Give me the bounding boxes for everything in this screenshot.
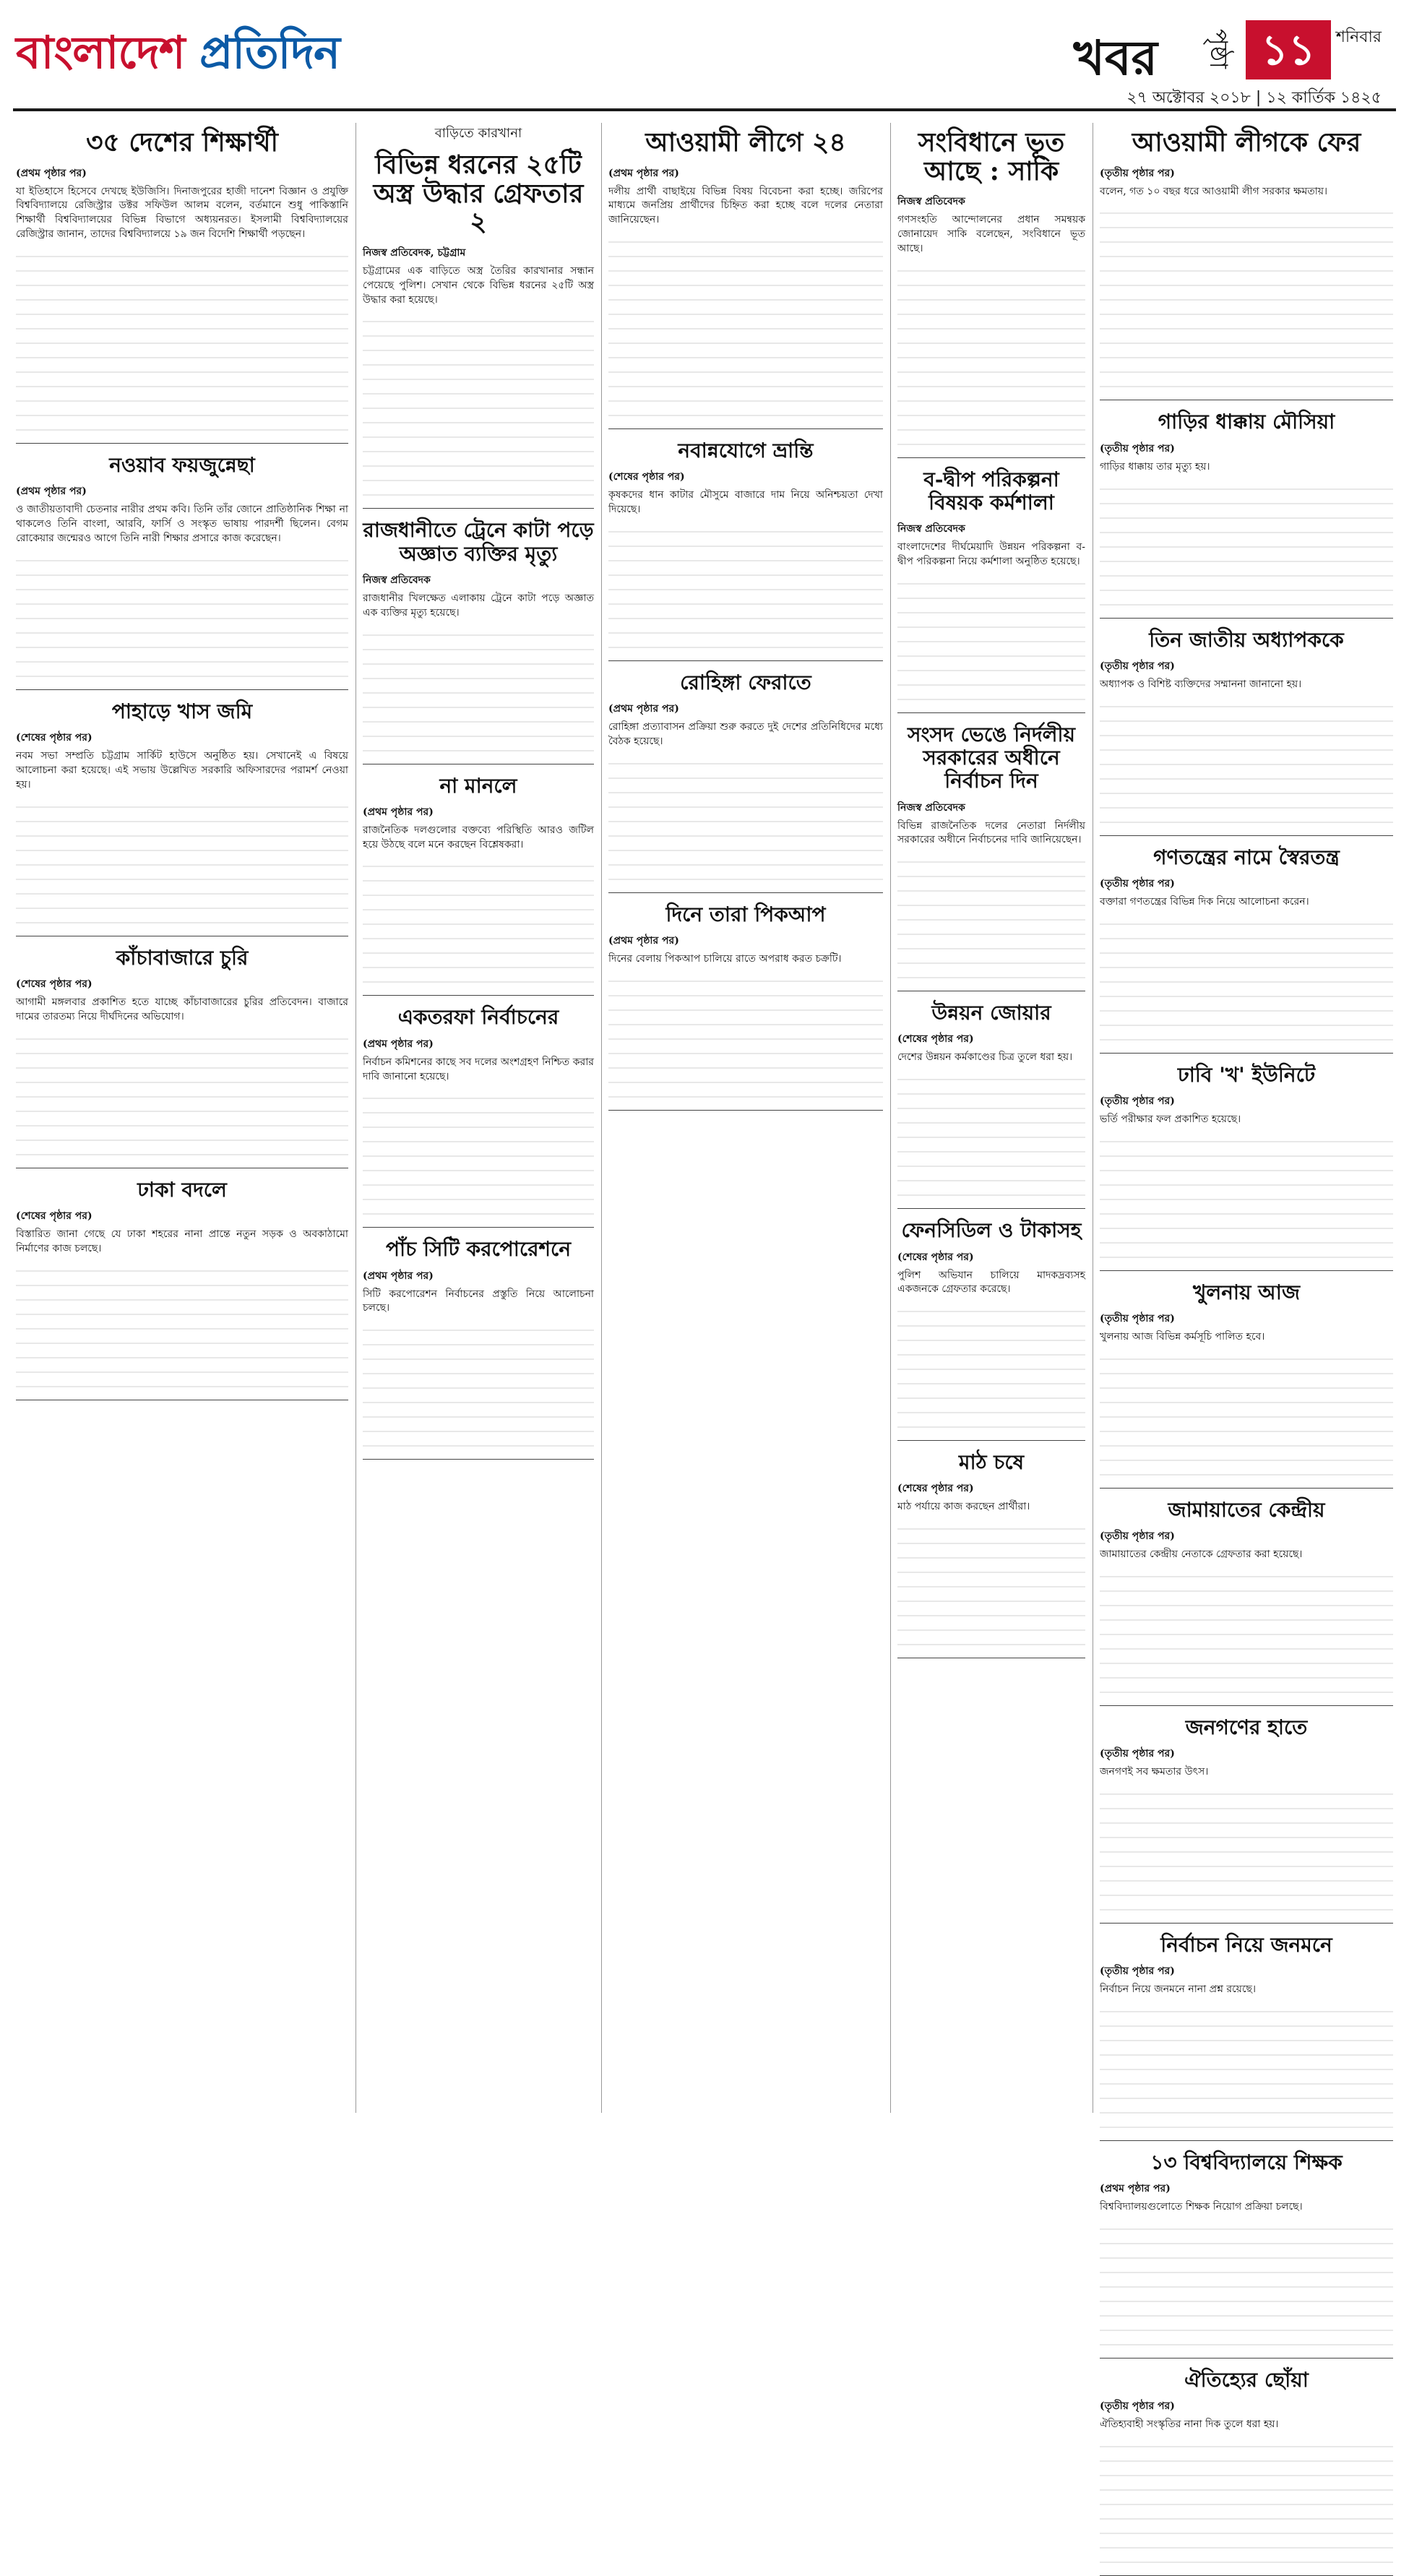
article-text-block (1100, 1787, 1393, 1917)
article-headline: জনগণের হাতে (1185, 1715, 1308, 1739)
article-headline: উন্নয়ন জোয়ার (931, 1001, 1051, 1025)
article (608, 903, 883, 1111)
article-text-block (363, 1323, 594, 1453)
article-byline: (তৃতীয় পৃষ্ঠার পর) (1100, 2400, 1175, 2413)
article-text-block (1100, 482, 1393, 612)
article-text-block (897, 1522, 1085, 1652)
article-kicker: বাড়িতে কারখানা (434, 126, 522, 141)
article-headline: ঢাবি 'খ' ইউনিটে (1177, 1062, 1316, 1087)
article-text-block (1100, 1134, 1393, 1265)
article-text-block (16, 1032, 348, 1162)
article-headline: রোহিঙ্গা ফেরাতে (680, 671, 811, 695)
article-separator (897, 1208, 1085, 1209)
article-byline: নিজস্ব প্রতিবেদক (363, 574, 431, 586)
article-text-block (16, 800, 348, 930)
article-headline: নওয়াব ফয়জুন্নেছা (109, 453, 255, 478)
article-headline: তিন জাতীয় অধ্যাপককে (1149, 627, 1344, 652)
article (1100, 1716, 1393, 1924)
article-body: নির্বাচন কমিশনের কাছে সব দলের অংশগ্রহণ নিশ্চিত করার দাবি জানানো হয়েছে। (363, 1056, 594, 1082)
article-separator (363, 1227, 594, 1228)
article-separator (363, 995, 594, 996)
article (608, 129, 883, 429)
article-headline: পাহাড়ে খাস জমি (111, 699, 253, 723)
article-text-block (1100, 1352, 1393, 1482)
article-body: যা ইতিহাসে হিসেবে দেখছে ইউজিসি। দিনাজপুরের হাজী দানেশ বিজ্ঞান ও প্রযুক্তি বিশ্ববিদ্যালয়ে রেজিস্ট্রার ডক্টর সফিউল আলম বলেন, বর্তমানে শুধু পাকিস্তানি শিক্ষার্থী বিশ্ববিদ্যালয়ের বিভিন্ন বিভাগে অধ্যয়নরত। ইসলামী বিশ্ববিদ্যালয়ের রেজিস্ট্রার জানান, তাদের বিশ্ববিদ্যালয়ে ১৯ জন বিদেশি শিক্ষার্থী পড়ছেন। (16, 185, 348, 241)
article-separator (16, 443, 348, 444)
article-body: মাঠ পর্যায়ে কাজ করছেন প্রার্থীরা। (897, 1501, 1030, 1513)
article-byline: (তৃতীয় পৃষ্ঠার পর) (1100, 877, 1175, 889)
article-body: বিভিন্ন রাজনৈতিক দলের নেতারা নির্দলীয় সরকারের অধীনে নির্বাচনের দাবি জানিয়েছেন। (897, 819, 1085, 846)
article-headline: ১৩ বিশ্ববিদ্যালয়ে শিক্ষক (1150, 2150, 1343, 2174)
article-body: চট্টগ্রামের এক বাড়িতে অস্ত্র তৈরির কারখানার সন্ধান পেয়েছে পুলিশ। সেখান থেকে বিভিন্ন ধরনের ২৫টি অস্ত্র উদ্ধার করা হয়েছে। (363, 264, 594, 306)
article-byline: (প্রথম পৃষ্ঠার পর) (608, 167, 679, 179)
article (1100, 1064, 1393, 1271)
article-headline: সংসদ ভেঙে নির্দলীয় সরকারের অধীনে নির্বাচন দিন (907, 722, 1076, 793)
column-divider (890, 123, 891, 2113)
article-headline: পাঁচ সিটি করপোরেশনে (385, 1237, 572, 1262)
column-3 (608, 123, 883, 2113)
article-text-block (897, 264, 1085, 452)
article-body: বাংলাদেশের দীর্ঘমেয়াদি উন্নয়ন পরিকল্পনা ব-দ্বীপ পরিকল্পনা নিয়ে কর্মশালা অনুষ্ঠিত হয়েছে। (897, 541, 1085, 568)
article-byline: (প্রথম পৃষ্ঠার পর) (363, 1270, 434, 1282)
article-headline: ঐতিহ্যের ছোঁয়া (1184, 2368, 1309, 2392)
article-body: বিস্তারিত জানা গেছে যে ঢাকা শহরের নানা প্রান্তে নতুন সড়ক ও অবকাঠামো নির্মাণের কাজ চলছে। (16, 1228, 348, 1254)
article-text-block (1100, 699, 1393, 830)
page-label: পৃষ্ঠা (1204, 29, 1233, 69)
article-byline: (তৃতীয় পৃষ্ঠার পর) (1100, 1095, 1175, 1107)
article (1100, 1281, 1393, 1489)
article-separator (1100, 1053, 1393, 1054)
article (16, 947, 348, 1168)
article-headline: কাঁচাবাজারে চুরি (116, 945, 249, 970)
article-text-block (363, 314, 594, 502)
article-separator (16, 689, 348, 690)
article-headline: বিভিন্ন ধরনের ২৫টি অস্ত্র উদ্ধার গ্রেফতার ২ (373, 150, 584, 238)
article-text-block (1100, 2222, 1393, 2352)
article-separator (1100, 1705, 1393, 1706)
article-byline: (শেষের পৃষ্ঠার পর) (897, 1033, 974, 1046)
article-byline: (প্রথম পৃষ্ঠার পর) (16, 486, 87, 498)
article-body: রাজধানীর খিলক্ষেত এলাকায় ট্রেনে কাটা পড়ে অজ্ঞাত এক ব্যক্তির মৃত্যু হয়েছে। (363, 592, 594, 619)
article-separator (363, 508, 594, 509)
article-byline: নিজস্ব প্রতিবেদক, চট্টগ্রাম (363, 246, 466, 259)
article (16, 700, 348, 936)
article-body: ও জাতীয়তাবাদী চেতনার নারীর প্রথম কবি। তিনি তাঁর জোনে প্রাতিষ্ঠানিক শিক্ষা না থাকলেও তিনি বাংলা, আরবি, ফার্সি ও সংস্কৃত ভাষায় পারদর্শী ছিলেন। বেগম রোকেয়ার জন্মেরও আগে তিনি নারী শিক্ষার প্রসারে কাজ করেছেন। (16, 504, 348, 545)
article-separator (1100, 835, 1393, 836)
article-text-block (608, 757, 883, 887)
article-headline: খুলনায় আজ (1192, 1280, 1301, 1304)
article-headline: একতরফা নির্বাচনের (397, 1005, 559, 1030)
article-separator (1100, 1270, 1393, 1271)
article-headline: সংবিধানে ভূত আছে : সাকি (918, 127, 1065, 186)
article-byline: (শেষের পৃষ্ঠার পর) (16, 1210, 92, 1222)
article-body: কৃষকদের ধান কাটার মৌসুমে বাজারে দাম নিয়ে অনিশ্চয়তা দেখা দিয়েছে। (608, 489, 883, 516)
article-body: নবম সভা সম্প্রতি চট্টগ্রাম সার্কিট হাউসে অনুষ্ঠিত হয়। সেখানেই এ বিষয়ে আলোচনা করা হয়েছে। এই সভায় উল্লেখিত সরকারি অফিসারদের পরামর্শ নেওয়া হয়। (16, 750, 348, 791)
article-byline: নিজস্ব প্রতিবেদক (897, 801, 965, 814)
article-separator (363, 1459, 594, 1460)
article-headline: মাঠ চষে (958, 1450, 1025, 1475)
article-text-block (1100, 2004, 1393, 2135)
section-title: খবর (1073, 30, 1158, 86)
article-text-block (16, 249, 348, 437)
article-byline: (শেষের পৃষ্ঠার পর) (897, 1483, 974, 1495)
article-headline: গণতন্ত্রের নামে স্বৈরতন্ত্র (1153, 845, 1340, 869)
article-byline: (তৃতীয় পৃষ্ঠার পর) (1100, 167, 1175, 179)
article-byline: (প্রথম পৃষ্ঠার পর) (363, 1038, 434, 1050)
page-number: ১১ (1246, 20, 1331, 79)
article-body: ভর্তি পরীক্ষার ফল প্রকাশিত হয়েছে। (1100, 1113, 1241, 1125)
article (1100, 1499, 1393, 1706)
article-headline: গাড়ির ধাক্কায় মৌসিয়া (1158, 410, 1335, 434)
article (897, 468, 1085, 713)
article-body: নির্বাচন নিয়ে জনমনে নানা প্রশ্ন রয়েছে। (1100, 1983, 1257, 1996)
article-headline: ৩৫ দেশের শিক্ষার্থী (86, 127, 278, 158)
article (363, 1238, 594, 1460)
column-5 (1100, 123, 1393, 2431)
article-byline: নিজস্ব প্রতিবেদক (897, 523, 965, 535)
article (608, 671, 883, 893)
article-byline: (প্রথম পৃষ্ঠার পর) (608, 935, 679, 947)
article (16, 1179, 348, 1400)
article (1100, 129, 1393, 400)
article-separator (608, 892, 883, 893)
article-byline: (প্রথম পৃষ্ঠার পর) (16, 167, 87, 179)
article-text-block (1100, 1569, 1393, 1700)
day-label: শনিবার (1335, 28, 1382, 46)
article (1100, 846, 1393, 1054)
article-body: জনগণই সব ক্ষমতার উৎস। (1100, 1766, 1209, 1778)
article-body: দেশের উন্নয়ন কর্মকাণ্ডের চিত্র তুলে ধরা হয়। (897, 1051, 1073, 1064)
article (1100, 410, 1393, 618)
article-body: খুলনায় আজ বিভিন্ন কর্মসূচি পালিত হবে। (1100, 1330, 1265, 1343)
article-byline: (শেষের পৃষ্ঠার পর) (16, 978, 92, 990)
article-byline: (তৃতীয় পৃষ্ঠার পর) (1100, 1748, 1175, 1760)
column-divider (601, 123, 602, 2113)
article-body: সিটি করপোরেশন নির্বাচনের প্রস্তুতি নিয়ে আলোচনা চলছে। (363, 1288, 594, 1314)
article-headline: ফেনসিডিল ও টাকাসহ (901, 1218, 1082, 1243)
article (897, 129, 1085, 458)
article (363, 519, 594, 764)
article-byline: (তৃতীয় পৃষ্ঠার পর) (1100, 660, 1175, 672)
article-text-block (16, 553, 348, 684)
article-text-block (897, 1072, 1085, 1202)
article-text-block (1100, 917, 1393, 1047)
article-headline: দিনে তারা পিকআপ (665, 903, 826, 927)
article-body: বলেন, গত ১০ বছর ধরে আওয়ামী লীগ সরকার ক্ষমতায়। (1100, 185, 1328, 197)
article-separator (1100, 618, 1393, 619)
article-headline: জামায়াতের কেন্দ্রীয় (1168, 1497, 1325, 1522)
article-text-block (608, 974, 883, 1104)
article-separator (1100, 1488, 1393, 1489)
article-byline: (প্রথম পৃষ্ঠার পর) (363, 806, 434, 818)
article-byline: (প্রথম পৃষ্ঠার পর) (608, 703, 679, 715)
article-text-block (1100, 2439, 1393, 2569)
article-body: পুলিশ অভিযান চালিয়ে মাদকদ্রব্যসহ একজনকে গ্রেফতার করেছে। (897, 1269, 1085, 1296)
article (897, 1001, 1085, 1209)
article-text-block (1100, 206, 1393, 394)
article (1100, 2369, 1393, 2576)
article (608, 439, 883, 661)
brand-part-1: বাংলাদেশ (16, 26, 200, 79)
article-separator (1100, 2140, 1393, 2141)
article-text-block (608, 235, 883, 423)
article (363, 123, 594, 509)
article-headline: রাজধানীতে ট্রেনে কাটা পড়ে অজ্ঞাত ব্যক্তির মৃত্যু (363, 518, 594, 566)
article-separator (608, 1110, 883, 1111)
article (16, 454, 348, 690)
article-body: দিনের বেলায় পিকআপ চালিয়ে রাতে অপরাধ করত চক্রটি। (608, 953, 842, 965)
article-separator (608, 428, 883, 429)
article-separator (897, 1440, 1085, 1441)
date-label: ২৭ অক্টোবর ২০১৮ | ১২ কার্তিক ১৪২৫ (1126, 89, 1382, 107)
article-headline: আওয়ামী লীগে ২৪ (645, 127, 846, 158)
article (897, 1451, 1085, 1658)
article-byline: (প্রথম পৃষ্ঠার পর) (1100, 2183, 1171, 2195)
article-body: দলীয় প্রার্থী বাছাইয়ে বিভিন্ন বিষয় বিবেচনা করা হচ্ছে। জরিপের মাধ্যমে জনপ্রিয় প্রার্থীদের চিহ্নিত করা হচ্ছে বলে দলের নেতারা জানিয়েছেন। (608, 185, 883, 226)
article-separator (1100, 2358, 1393, 2359)
article-byline: (তৃতীয় পৃষ্ঠার পর) (1100, 1312, 1175, 1324)
article-separator (608, 660, 883, 661)
article-body: জামায়াতের কেন্দ্রীয় নেতাকে গ্রেফতার করা হয়েছে। (1100, 1548, 1303, 1560)
article-body: আগামী মঙ্গলবার প্রকাশিত হতে যাচ্ছে কাঁচাবাজারের চুরির প্রতিবেদন। বাজারে দামের তারতম্য নিয়ে দীর্ঘদিনের অভিযোগ। (16, 996, 348, 1022)
article-byline: (তৃতীয় পৃষ্ঠার পর) (1100, 1965, 1175, 1978)
newspaper-logo (16, 19, 340, 93)
article (1100, 629, 1393, 836)
article-separator (897, 457, 1085, 458)
article-body: রোহিঙ্গা প্রত্যাবাসন প্রক্রিয়া শুরু করতে দুই দেশের প্রতিনিধিদের মধ্যে বৈঠক হয়েছে। (608, 721, 883, 748)
article-body: বক্তারা গণতন্ত্রের বিভিন্ন দিক নিয়ে আলোচনা করেন। (1100, 895, 1309, 908)
article-text-block (897, 1304, 1085, 1434)
article-separator (1100, 1923, 1393, 1924)
article-body: বিশ্ববিদ্যালয়গুলোতে শিক্ষক নিয়োগ প্রক্রিয়া চলছে। (1100, 2201, 1303, 2213)
article-byline: (শেষের পৃষ্ঠার পর) (897, 1251, 974, 1263)
article-body: গাড়ির ধাক্কায় তার মৃত্যু হয়। (1100, 460, 1210, 473)
article-byline: (শেষের পৃষ্ঠার পর) (608, 471, 685, 483)
article (363, 775, 594, 996)
article-headline: নির্বাচন নিয়ে জনমনে (1160, 1932, 1332, 1957)
brand-part-2: প্রতিদিন (199, 26, 340, 79)
column-2 (363, 123, 594, 2113)
article (363, 1006, 594, 1228)
article-text-block (363, 628, 594, 758)
column-4 (897, 123, 1085, 2113)
article-text-block (608, 525, 883, 655)
article-body: ঐতিহ্যবাহী সংস্কৃতির নানা দিক তুলে ধরা হয়। (1100, 2418, 1279, 2431)
article-text-block (897, 855, 1085, 985)
article-headline: ঢাকা বদলে (137, 1177, 227, 1202)
article (16, 129, 348, 444)
article-byline: (শেষের পৃষ্ঠার পর) (16, 732, 92, 744)
article-byline: (তৃতীয় পৃষ্ঠার পর) (1100, 442, 1175, 455)
article-body: অধ্যাপক ও বিশিষ্ট ব্যক্তিদের সম্মাননা জানানো হয়। (1100, 678, 1302, 690)
article-text-block (363, 1091, 594, 1221)
article-headline: আওয়ামী লীগকে ফের (1132, 127, 1361, 158)
article-headline: ব-দ্বীপ পরিকল্পনা বিষয়ক কর্মশালা (923, 467, 1059, 514)
article-headline: নবান্নযোগে ভ্রান্তি (678, 439, 814, 463)
article (1100, 1934, 1393, 2141)
article-body: গণসংহতি আন্দোলনের প্রধান সমন্বয়ক জোনায়েদ সাকি বলেছেন, সংবিধানে ভূত আছে। (897, 214, 1085, 254)
article (1100, 2151, 1393, 2359)
article-headline: না মানলে (439, 773, 517, 798)
article-byline: নিজস্ব প্রতিবেদক (897, 196, 965, 208)
article-text-block (363, 859, 594, 989)
masthead (13, 13, 1396, 111)
article (897, 723, 1085, 991)
article (897, 1219, 1085, 1441)
article-text-block (16, 1264, 348, 1394)
column-1 (16, 123, 348, 2113)
article-body: রাজনৈতিক দলগুলোর বক্তব্যে পরিস্থিতি আরও জটিল হয়ে উঠছে বলে মনে করছেন বিশ্লেষকরা। (363, 824, 594, 850)
article-text-block (897, 577, 1085, 707)
article-byline: (তৃতীয় পৃষ্ঠার পর) (1100, 1530, 1175, 1542)
article-separator (897, 712, 1085, 713)
